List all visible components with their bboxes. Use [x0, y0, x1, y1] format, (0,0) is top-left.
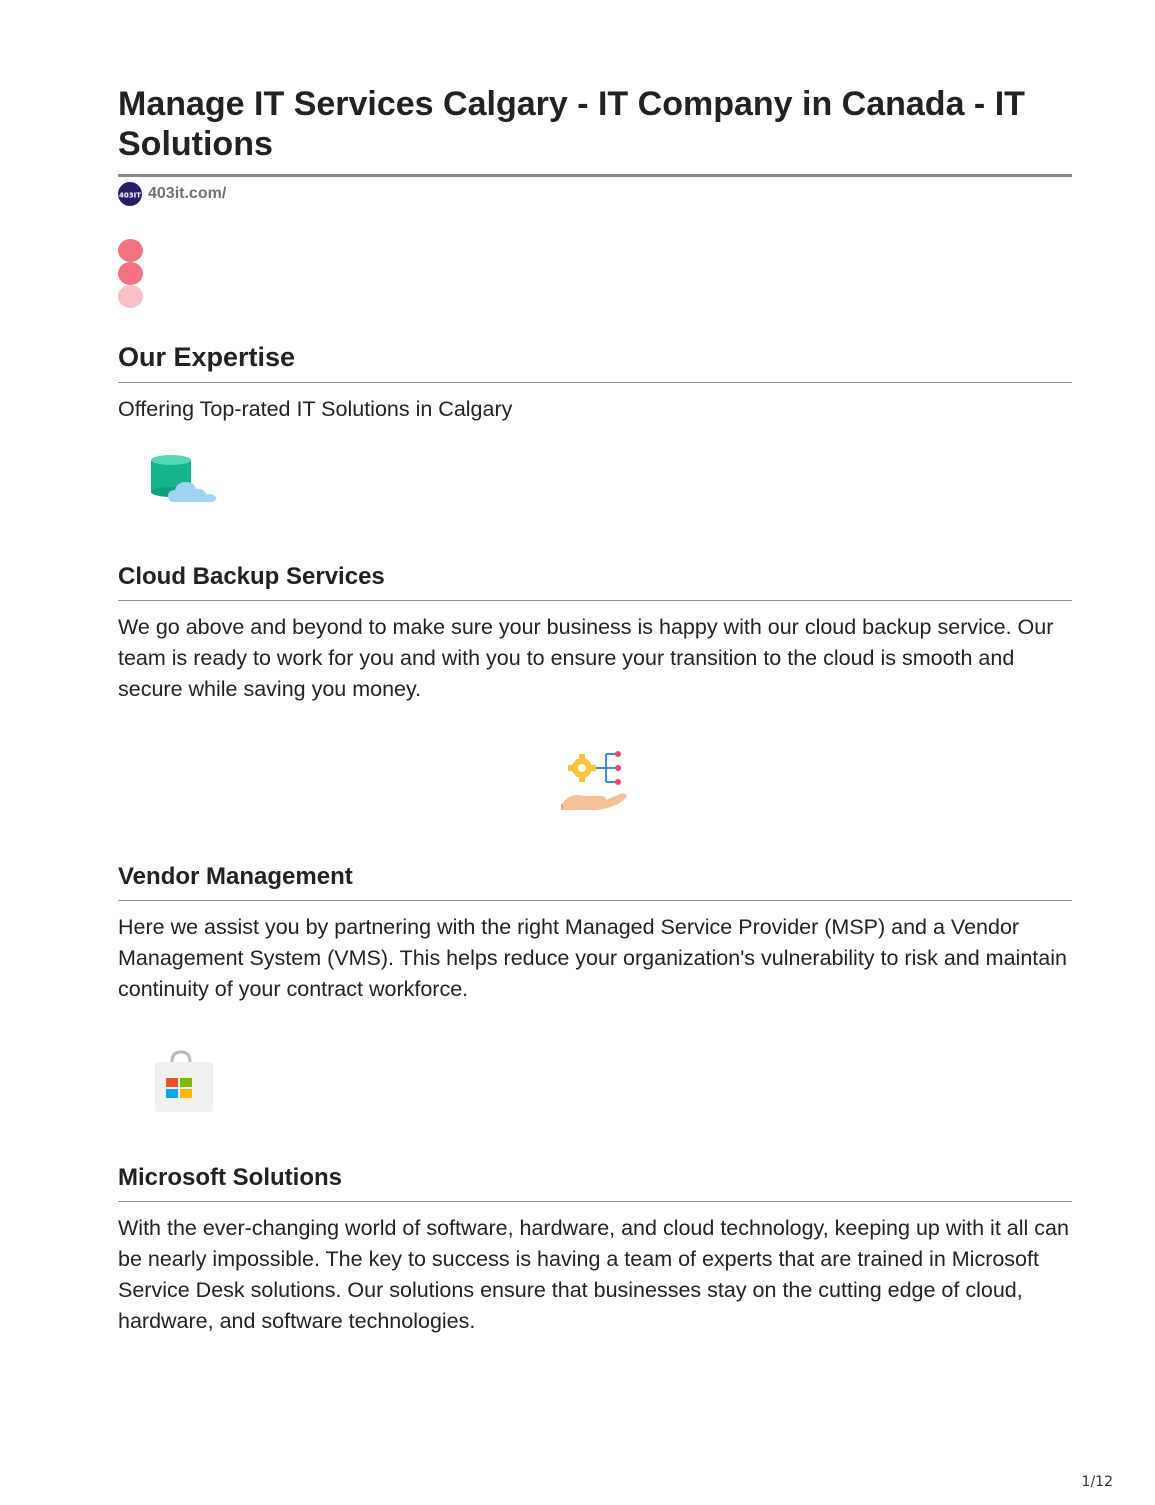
cloud-database-icon	[150, 454, 220, 509]
section-divider	[118, 1201, 1072, 1202]
favicon-text: 403IT	[119, 191, 141, 200]
hand-gear-network-icon	[560, 748, 632, 819]
expertise-heading: Our Expertise	[118, 342, 296, 372]
expertise-subtitle: Offering Top-rated IT Solutions in Calgary	[118, 397, 513, 421]
section-heading: Cloud Backup Services	[118, 563, 385, 590]
title-divider	[118, 174, 1072, 177]
section-heading: Microsoft Solutions	[118, 1164, 342, 1191]
dot-icon	[118, 262, 143, 285]
microsoft-store-icon	[154, 1050, 216, 1119]
section-divider	[118, 600, 1072, 601]
expertise-divider	[118, 382, 1072, 383]
page-title: Manage IT Services Calgary - IT Company in Canada - IT Solutions	[118, 85, 1025, 163]
dot-icon	[118, 285, 143, 308]
source-url[interactable]: 403it.com/	[148, 185, 227, 202]
page-indicator: 1/12	[1081, 1474, 1113, 1490]
source-link[interactable]	[118, 183, 226, 205]
dot-icon	[118, 239, 143, 262]
loading-dots-icon	[118, 239, 145, 308]
section-body: We go above and beyond to make sure your business is happy with our cloud backup service. Our team is ready to work for you and with you to ensure your transition to the cloud is smooth and secure while saving you money.	[118, 615, 1054, 701]
section-body: Here we assist you by partnering with the right Managed Service Provider (MSP) and a Vendor Management System (VMS). This helps reduce your organization's vulnerability to risk and maintain continuity of your contract workforce.	[118, 915, 1067, 1001]
section-divider	[118, 900, 1072, 901]
site-favicon-icon	[118, 182, 142, 206]
section-body: With the ever-changing world of software, hardware, and cloud technology, keeping up with it all can be nearly impossible. The key to success is having a team of experts that are trained in Microsoft Service Desk solutions. Our solutions ensure that businesses stay on the cutting edge of cloud, hardware, and software technologies.	[118, 1216, 1069, 1333]
section-heading: Vendor Management	[118, 863, 353, 890]
